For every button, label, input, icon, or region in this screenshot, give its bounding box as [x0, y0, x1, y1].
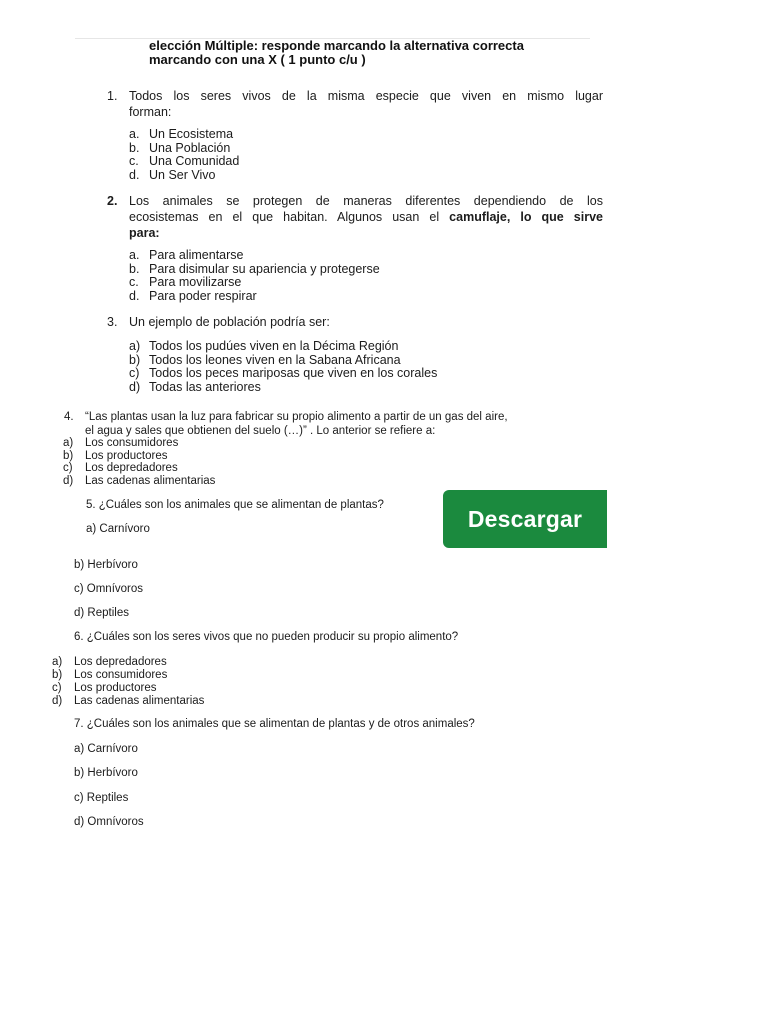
option[interactable] [129, 340, 437, 354]
option-list [52, 656, 204, 708]
option-letter: d. [129, 288, 140, 303]
option-letter: c) [52, 682, 62, 694]
question-number: 1. [107, 89, 118, 103]
option-letter: c. [129, 154, 139, 168]
option[interactable]: c) Omnívoros [74, 583, 144, 595]
option-text: Para disimular su apariencia y protegerse [149, 261, 380, 276]
option-letter: b) [63, 449, 74, 462]
option[interactable] [52, 682, 204, 695]
option-letter: b) [129, 352, 141, 367]
option-list [63, 437, 215, 487]
option-text: Para movilizarse [149, 275, 242, 289]
option-letter: a) [63, 437, 74, 449]
option-list [129, 340, 437, 394]
option-letter: d) [52, 695, 63, 707]
option[interactable] [129, 354, 437, 368]
option-list [129, 249, 380, 303]
option-text: Todos los leones viven en la Sabana Africana [149, 352, 401, 367]
option-letter: c) [129, 366, 140, 380]
option-text: Para poder respirar [149, 288, 257, 303]
option-text: Los consumidores [74, 669, 168, 681]
option[interactable]: b) Herbívoro [74, 767, 138, 779]
question-text: Un ejemplo de población podría ser: [129, 315, 330, 329]
download-button[interactable]: Descargar [443, 490, 607, 548]
option-letter: c. [129, 275, 139, 289]
option[interactable] [129, 128, 239, 142]
text-bold: camuflaje, lo que sirve [449, 210, 603, 224]
option-text: Una Comunidad [149, 154, 240, 168]
option-text: Para alimentarse [149, 248, 244, 262]
question-text: forman: [129, 105, 172, 119]
option-letter: a) [129, 339, 141, 353]
option-letter: b. [129, 140, 140, 155]
option-letter: c) [63, 462, 73, 474]
option[interactable]: d) Omnívoros [74, 816, 144, 828]
question-number: 4. [64, 411, 74, 423]
option[interactable] [63, 437, 215, 450]
option-letter: a. [129, 127, 140, 141]
instructions-line-1: elección Múltiple: responde marcando la alternativa correcta [149, 38, 524, 53]
option[interactable]: b) Herbívoro [74, 559, 138, 571]
option[interactable] [52, 656, 204, 669]
option-text: Los depredadores [85, 462, 178, 474]
option[interactable] [52, 669, 204, 682]
question-text: Los animales se protegen de maneras diferentes dependiendo de los [129, 194, 603, 208]
question-text: 5. ¿Cuáles son los animales que se alimentan de plantas? [86, 499, 384, 511]
question-number: 3. [107, 315, 118, 329]
question-text: 7. ¿Cuáles son los animales que se alimentan de plantas y de otros animales? [74, 718, 475, 730]
question-text-bold: para: [129, 226, 160, 240]
option[interactable] [129, 263, 380, 277]
text-normal: ecosistemas en el que habitan. Algunos usan el [129, 210, 450, 224]
option-letter: a. [129, 248, 140, 262]
option[interactable] [129, 169, 239, 183]
option[interactable] [63, 462, 215, 475]
option-text: Las cadenas alimentarias [85, 474, 216, 487]
option[interactable]: d) Reptiles [74, 607, 129, 619]
option-text: Los productores [74, 682, 157, 694]
option-letter: d) [129, 379, 141, 394]
option[interactable] [52, 695, 204, 708]
option-letter: a) [52, 656, 63, 668]
option-text: Todos los peces mariposas que viven en los corales [149, 366, 438, 380]
option-text: Un Ecosistema [149, 127, 234, 141]
option[interactable] [129, 381, 437, 395]
instructions-line-2: marcando con una X ( 1 punto c/u ) [149, 52, 366, 67]
option-text: Todas las anteriores [149, 379, 261, 394]
option-letter: b. [129, 261, 140, 276]
option[interactable]: a) Carnívoro [86, 523, 150, 535]
option-text: Una Población [149, 140, 231, 155]
option-text: Un Ser Vivo [149, 167, 216, 182]
option-text: Todos los pudúes viven en la Décima Región [149, 339, 399, 353]
option[interactable] [129, 367, 437, 381]
question-text: el agua y sales que obtienen del suelo (…)” . Lo anterior se refiere a: [85, 425, 436, 437]
option-letter: d) [63, 474, 74, 487]
option[interactable] [129, 142, 239, 156]
question-text: 6. ¿Cuáles son los seres vivos que no pueden producir su propio alimento? [74, 631, 459, 643]
option[interactable] [129, 249, 380, 263]
question-text: Todos los seres vivos de la misma especie que viven en mismo lugar [129, 89, 603, 103]
option-letter: b) [52, 669, 63, 681]
option-text: Los depredadores [74, 656, 167, 668]
question-text: “Las plantas usan la luz para fabricar su propio alimento a partir de un gas del aire, [85, 411, 508, 423]
option[interactable]: a) Carnívoro [74, 743, 138, 755]
option[interactable]: c) Reptiles [74, 792, 129, 804]
option-text: Las cadenas alimentarias [74, 695, 205, 707]
option[interactable] [63, 450, 215, 463]
option[interactable] [63, 475, 215, 488]
question-number: 2. [107, 194, 118, 208]
option-text: Los productores [85, 449, 168, 462]
option-letter: d. [129, 167, 140, 182]
option[interactable] [129, 290, 380, 304]
option[interactable] [129, 276, 380, 290]
option-text: Los consumidores [85, 437, 179, 449]
option-list [129, 128, 239, 182]
option[interactable] [129, 155, 239, 169]
question-text [129, 209, 603, 225]
